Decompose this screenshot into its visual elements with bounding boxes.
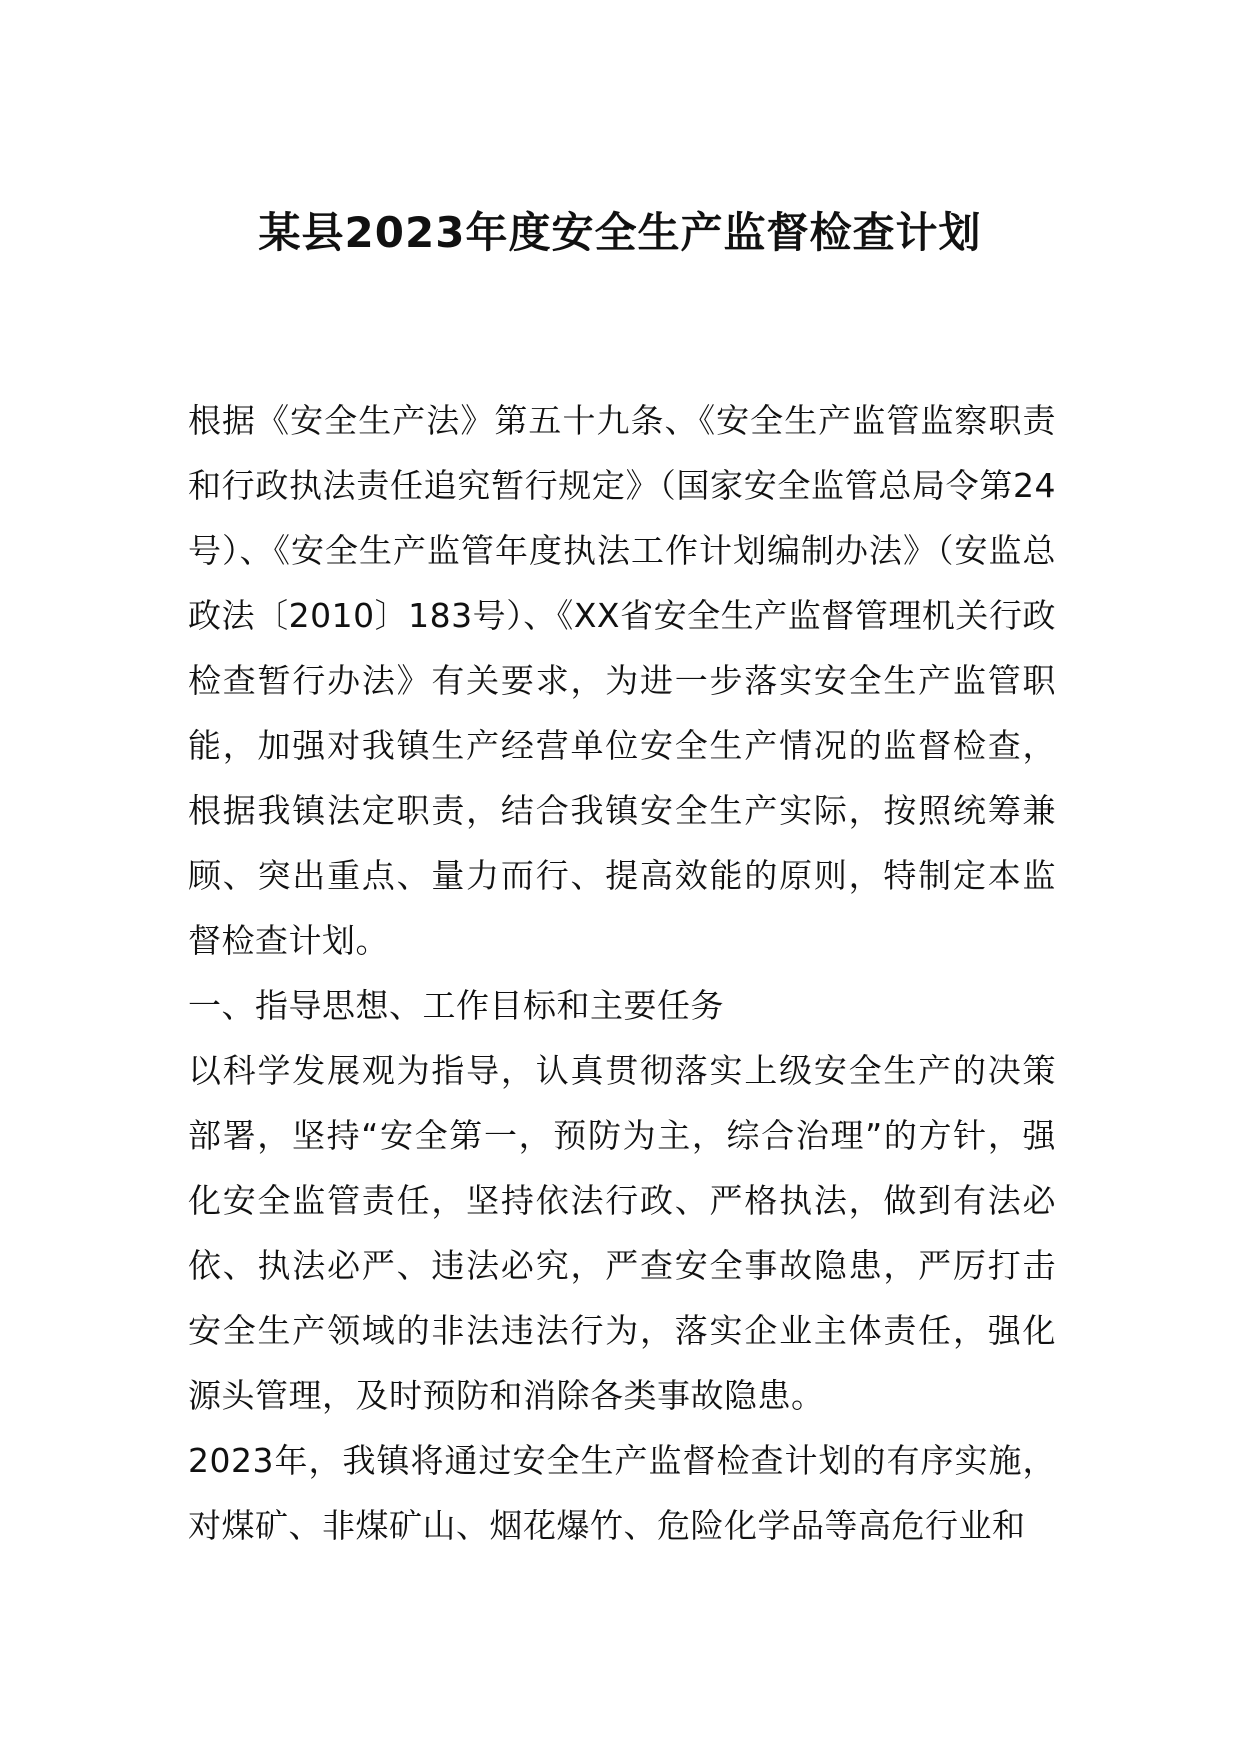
document-title: 某县2023年度安全生产监督检查计划 <box>258 208 982 257</box>
intro-paragraph: 根据《安全生产法》第五十九条、《安全生产监管监察职责和行政执法责任追究暂行规定》（国家安全监管总局令第24号）、《安全生产监管年度执法工作计划编制办法》（安监总政法〔2010〕183号）、《XX省安全生产监督管理机关行政检查暂行办法》有关要求，为进一步落实安全生产监管职能，加强对我镇生产经营单位安全生产情况的监督检查，根据我镇法定职责，结合我镇安全生产实际，按照统筹兼顾、突出重点、量力而行、提高效能的原则，特制定本监督检查计划。 <box>188 401 1056 960</box>
document-body <box>188 388 1056 1558</box>
section-heading-guiding-ideology: 一、指导思想、工作目标和主要任务 <box>188 986 724 1025</box>
guiding-ideology-paragraph: 以科学发展观为指导，认真贯彻落实上级安全生产的决策部署，坚持“安全第一，预防为主，综合治理”的方针，强化安全监管责任，坚持依法行政、严格执法，做到有法必依、执法必严、违法必究，严查安全事故隐患，严厉打击安全生产领域的非法违法行为，落实企业主体责任，强化源头管理，及时预防和消除各类事故隐患。 <box>188 1051 1056 1415</box>
plan-2023-paragraph: 2023年，我镇将通过安全生产监督检查计划的有序实施，对煤矿、非煤矿山、烟花爆竹、危险化学品等高危行业和 <box>188 1441 1056 1545</box>
